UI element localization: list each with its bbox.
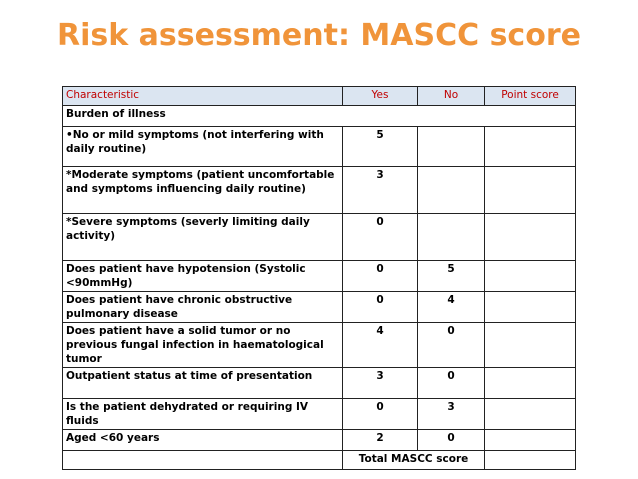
- yes-cell: 5: [343, 127, 418, 167]
- characteristic-cell: Is the patient dehydrated or requiring IV fluids: [63, 399, 343, 430]
- header-no: No: [418, 87, 485, 106]
- characteristic-cell: Does patient have a solid tumor or no previous fungal infection in haematological tumor: [63, 323, 343, 368]
- total-label: Total MASCC score: [343, 451, 485, 470]
- score-cell: [485, 167, 576, 214]
- no-cell: 0: [418, 323, 485, 368]
- table-row: [63, 292, 576, 323]
- table-row: [63, 430, 576, 451]
- table-row: [63, 214, 576, 261]
- total-row: [63, 451, 576, 470]
- no-cell: 4: [418, 292, 485, 323]
- characteristic-cell: Does patient have chronic obstructive pulmonary disease: [63, 292, 343, 323]
- no-cell: 0: [418, 368, 485, 399]
- total-score-cell: [485, 451, 576, 470]
- page-title: Risk assessment: MASCC score: [57, 18, 581, 53]
- yes-cell: 2: [343, 430, 418, 451]
- mascc-table: [62, 86, 576, 470]
- table-row: [63, 127, 576, 167]
- section-row: [63, 106, 576, 127]
- yes-cell: 0: [343, 399, 418, 430]
- no-cell: [418, 127, 485, 167]
- table-row: [63, 323, 576, 368]
- score-cell: [485, 399, 576, 430]
- table-row: [63, 167, 576, 214]
- no-cell: 0: [418, 430, 485, 451]
- characteristic-cell: *Severe symptoms (severly limiting daily activity): [63, 214, 343, 261]
- yes-cell: 0: [343, 292, 418, 323]
- yes-cell: 0: [343, 214, 418, 261]
- yes-cell: 0: [343, 261, 418, 292]
- score-cell: [485, 127, 576, 167]
- characteristic-cell: •No or mild symptoms (not interfering with daily routine): [63, 127, 343, 167]
- total-blank-cell: [63, 451, 343, 470]
- table-header-row: [63, 87, 576, 106]
- score-cell: [485, 430, 576, 451]
- score-cell: [485, 214, 576, 261]
- table-row: [63, 261, 576, 292]
- yes-cell: 3: [343, 167, 418, 214]
- no-cell: 5: [418, 261, 485, 292]
- characteristic-cell: *Moderate symptoms (patient uncomfortable and symptoms influencing daily routine): [63, 167, 343, 214]
- score-cell: [485, 368, 576, 399]
- yes-cell: 4: [343, 323, 418, 368]
- header-point-score: Point score: [485, 87, 576, 106]
- table-row: [63, 368, 576, 399]
- score-cell: [485, 292, 576, 323]
- no-cell: 3: [418, 399, 485, 430]
- no-cell: [418, 167, 485, 214]
- table-row: [63, 399, 576, 430]
- yes-cell: 3: [343, 368, 418, 399]
- characteristic-cell: Aged <60 years: [63, 430, 343, 451]
- no-cell: [418, 214, 485, 261]
- score-cell: [485, 261, 576, 292]
- header-yes: Yes: [343, 87, 418, 106]
- section-label: Burden of illness: [63, 106, 576, 127]
- header-characteristic: Characteristic: [63, 87, 343, 106]
- characteristic-cell: Does patient have hypotension (Systolic <90mmHg): [63, 261, 343, 292]
- score-cell: [485, 323, 576, 368]
- characteristic-cell: Outpatient status at time of presentation: [63, 368, 343, 399]
